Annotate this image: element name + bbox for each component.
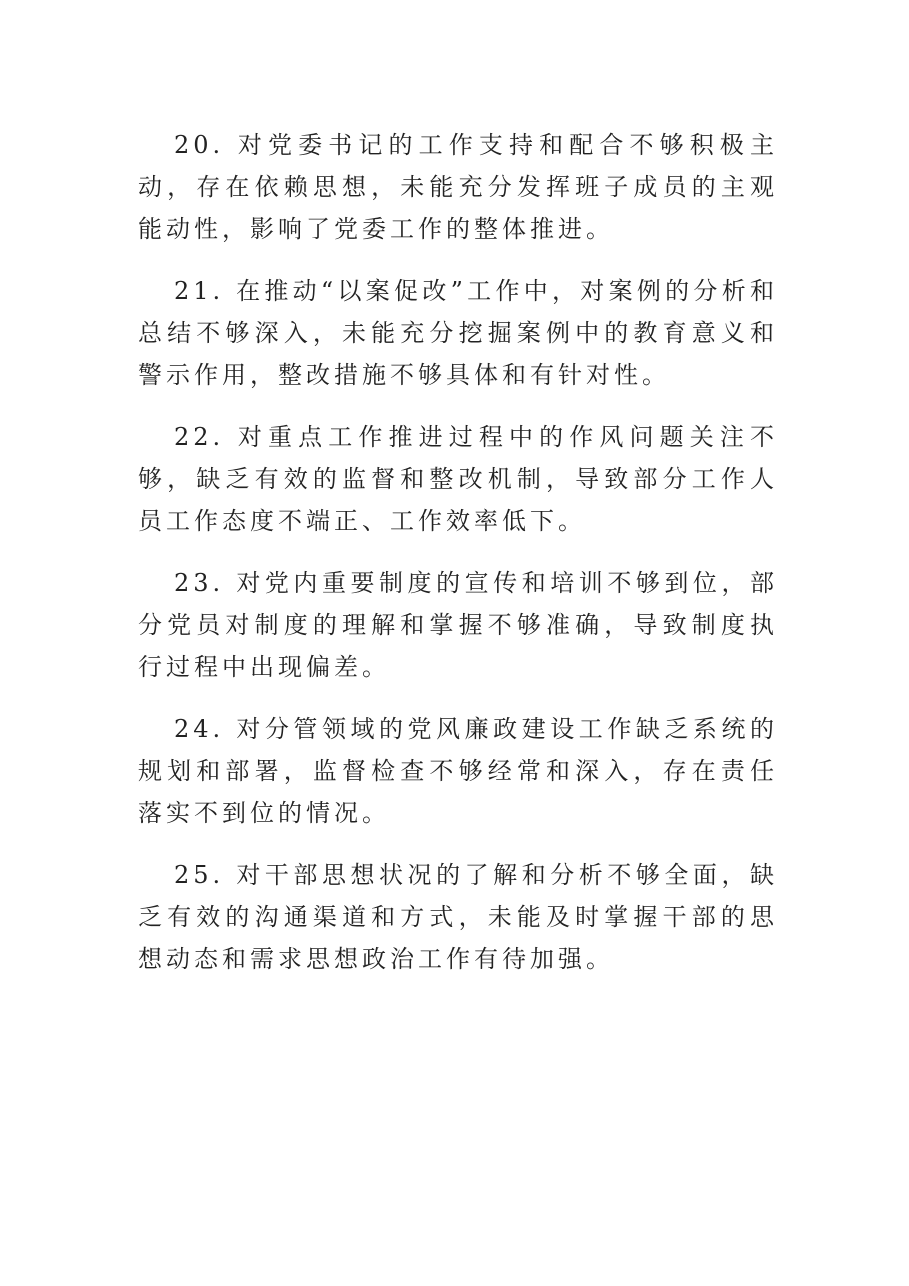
paragraph-23: 23. 对党内重要制度的宣传和培训不够到位，部分党员对制度的理解和掌握不够准确，导致制度执行过程中出现偏差。 xyxy=(138,569,778,681)
paragraph-25: 25. 对干部思想状况的了解和分析不够全面，缺乏有效的沟通渠道和方式，未能及时掌握干部的思想动态和需求思想政治工作有待加强。 xyxy=(138,861,778,973)
paragraph-21: 21. 在推动“以案促改”工作中，对案例的分析和总结不够深入，未能充分挖掘案例中的教育意义和警示作用，整改措施不够具体和有针对性。 xyxy=(138,277,778,389)
paragraph-22: 22. 对重点工作推进过程中的作风问题关注不够，缺乏有效的监督和整改机制，导致部分工作人员工作态度不端正、工作效率低下。 xyxy=(138,423,778,535)
document-body xyxy=(138,124,778,1000)
paragraph-24: 24. 对分管领域的党风廉政建设工作缺乏系统的规划和部署，监督检查不够经常和深入，存在责任落实不到位的情况。 xyxy=(138,715,778,827)
paragraph-20: 20. 对党委书记的工作支持和配合不够积极主动，存在依赖思想，未能充分发挥班子成员的主观能动性，影响了党委工作的整体推进。 xyxy=(138,131,778,243)
